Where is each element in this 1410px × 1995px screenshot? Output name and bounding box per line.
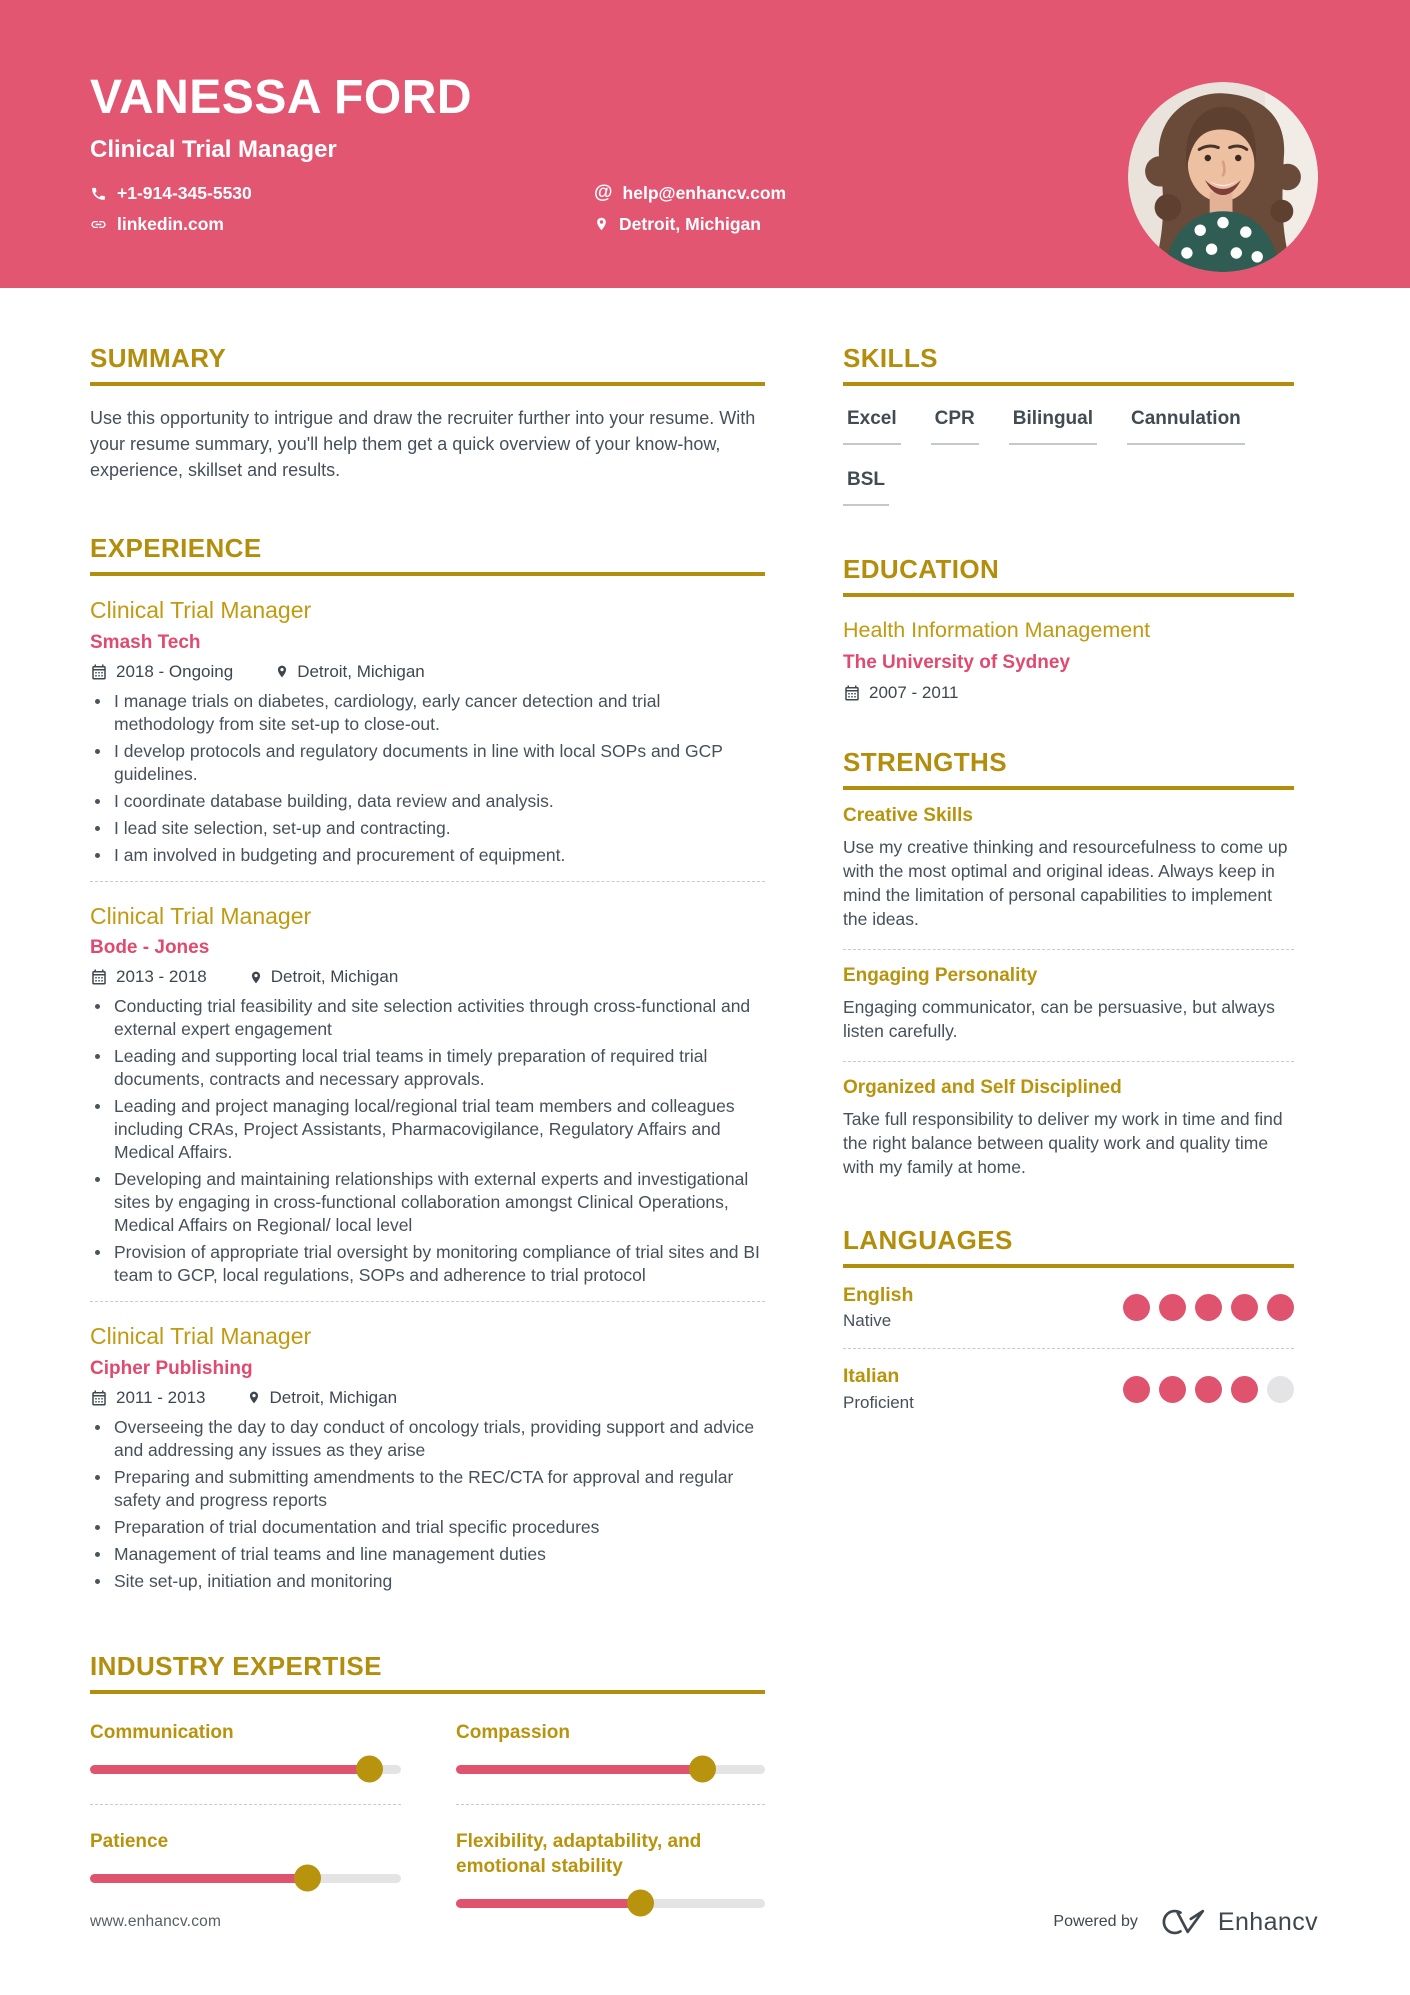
language-level: Native bbox=[843, 1311, 892, 1331]
experience-job-title: Clinical Trial Manager bbox=[90, 902, 312, 929]
skill-chip: BSL bbox=[843, 469, 889, 506]
at-icon: @ bbox=[594, 182, 613, 203]
languages-heading: LANGUAGES bbox=[843, 1227, 1294, 1268]
location-pin-icon bbox=[249, 969, 263, 986]
powered-by-group bbox=[1053, 1905, 1318, 1939]
experience-location: Detroit, Michigan bbox=[249, 967, 399, 987]
language-name: Italian bbox=[843, 1365, 900, 1388]
strength-item bbox=[843, 790, 1294, 950]
experience-date: 2018 - Ongoing bbox=[90, 662, 233, 682]
location: Detroit, Michigan bbox=[594, 213, 786, 235]
bullet-item: Site set-up, initiation and monitoring bbox=[90, 1570, 765, 1593]
bullet-item: I develop protocols and regulatory documents in line with local SOPs and GCP guidelines. bbox=[90, 740, 765, 786]
education-heading: EDUCATION bbox=[843, 556, 1294, 597]
left-column bbox=[90, 345, 765, 1908]
linkedin-link[interactable]: linkedin.com bbox=[90, 213, 594, 235]
proficiency-dot bbox=[1159, 1376, 1186, 1403]
summary-heading: SUMMARY bbox=[90, 345, 765, 386]
proficiency-dot bbox=[1267, 1294, 1294, 1321]
strengths-heading: STRENGTHS bbox=[843, 749, 1294, 790]
skill-chip: Cannulation bbox=[1127, 408, 1245, 445]
skills-heading: SKILLS bbox=[843, 345, 1294, 386]
experience-heading: EXPERIENCE bbox=[90, 535, 765, 576]
skills-list bbox=[843, 408, 1294, 530]
footer bbox=[90, 1896, 1318, 1948]
calendar-icon bbox=[843, 684, 861, 702]
expertise-item bbox=[456, 1805, 765, 1908]
phone-number: +1-914-345-5530 bbox=[90, 182, 594, 204]
experience-entry bbox=[90, 1302, 765, 1607]
skills-section bbox=[843, 345, 1294, 530]
bullet-item: Developing and maintaining relationships with external experts and investigational sites by engaging in cross-functional collaboration amongst Clinical Operations, Medical Affairs on Regional/ local level bbox=[90, 1168, 765, 1237]
experience-job-title: Clinical Trial Manager bbox=[90, 1323, 312, 1350]
strength-text: Engaging communicator, can be persuasive, but always listen carefully. bbox=[843, 997, 1275, 1041]
footer-site-link[interactable]: www.enhancv.com bbox=[90, 1913, 222, 1930]
summary-section bbox=[90, 345, 765, 483]
strength-text: Take full responsibility to deliver my work in time and find the right balance between quality work and quality time with my family at home. bbox=[843, 1109, 1283, 1177]
bullet-item: I coordinate database building, data review and analysis. bbox=[90, 790, 765, 813]
experience-company: Bode - Jones bbox=[90, 937, 210, 959]
skill-chip: Bilingual bbox=[1009, 408, 1097, 445]
proficiency-dot bbox=[1123, 1294, 1150, 1321]
expertise-item bbox=[90, 1805, 401, 1908]
resume-body bbox=[0, 288, 1410, 1908]
languages-section bbox=[843, 1227, 1294, 1430]
expertise-slider[interactable] bbox=[90, 1765, 401, 1774]
experience-entry bbox=[90, 576, 765, 882]
strength-title: Creative Skills bbox=[843, 805, 973, 826]
experience-company: Cipher Publishing bbox=[90, 1357, 253, 1379]
expertise-slider[interactable] bbox=[90, 1874, 401, 1883]
skill-chip: CPR bbox=[931, 408, 979, 445]
bullet-item: Preparation of trial documentation and trial specific procedures bbox=[90, 1516, 765, 1539]
bullet-item: I lead site selection, set-up and contracting. bbox=[90, 817, 765, 840]
language-proficiency-dots bbox=[1123, 1294, 1294, 1321]
right-column bbox=[843, 345, 1294, 1908]
enhancv-logo-text: Enhancv bbox=[1217, 1907, 1318, 1936]
bullet-item: Preparing and submitting amendments to the REC/CTA for approval and regular safety and progress reports bbox=[90, 1466, 765, 1512]
expertise-label: Communication bbox=[90, 1721, 234, 1743]
language-item bbox=[843, 1349, 1294, 1429]
location-pin-icon bbox=[247, 1389, 261, 1406]
header bbox=[0, 0, 1410, 288]
industry-expertise-heading: INDUSTRY EXPERTISE bbox=[90, 1653, 765, 1694]
calendar-icon bbox=[90, 968, 108, 986]
language-name: English bbox=[843, 1284, 914, 1306]
education-degree: Health Information Management bbox=[843, 618, 1151, 642]
experience-section bbox=[90, 535, 765, 1607]
expertise-item bbox=[90, 1720, 401, 1805]
experience-bullet-list bbox=[90, 1416, 765, 1593]
industry-expertise-section bbox=[90, 1650, 765, 1908]
education-date: 2007 - 2011 bbox=[843, 683, 958, 703]
education-section bbox=[843, 556, 1294, 703]
experience-entry bbox=[90, 882, 765, 1303]
experience-location: Detroit, Michigan bbox=[247, 1388, 397, 1408]
slider-knob[interactable] bbox=[689, 1756, 716, 1783]
location-pin-icon bbox=[594, 215, 609, 233]
phone-icon bbox=[90, 185, 107, 202]
bullet-item: I am involved in budgeting and procurement of equipment. bbox=[90, 844, 765, 867]
strength-item bbox=[843, 1062, 1294, 1197]
profile-photo bbox=[1128, 82, 1318, 272]
strength-title: Organized and Self Disciplined bbox=[843, 1077, 1122, 1098]
calendar-icon bbox=[90, 1389, 108, 1407]
bullet-item: I manage trials on diabetes, cardiology, early cancer detection and trial methodology from site set-up to close-out. bbox=[90, 690, 765, 736]
education-school: The University of Sydney bbox=[843, 652, 1071, 673]
slider-knob[interactable] bbox=[294, 1865, 321, 1892]
language-proficiency-dots bbox=[1123, 1376, 1294, 1403]
summary-text: Use this opportunity to intrigue and draw the recruiter further into your resume. With your resume summary, you'll help them get a quick overview of your know-how, experience, skillset and results. bbox=[90, 408, 756, 480]
enhancv-logo-mark bbox=[1156, 1905, 1208, 1939]
strength-title: Engaging Personality bbox=[843, 965, 1038, 986]
expertise-slider[interactable] bbox=[456, 1765, 765, 1774]
proficiency-dot bbox=[1159, 1294, 1186, 1321]
bullet-item: Management of trial teams and line management duties bbox=[90, 1543, 765, 1566]
experience-date: 2013 - 2018 bbox=[90, 967, 207, 987]
person-job-title: Clinical Trial Manager bbox=[90, 136, 337, 163]
strength-item bbox=[843, 950, 1294, 1062]
bullet-item: Leading and supporting local trial teams in timely preparation of required trial documents, contracts and necessary approvals. bbox=[90, 1045, 765, 1091]
bullet-item: Leading and project managing local/regional trial team members and colleagues including CRAs, Project Assistants, Pharmacovigilance, Regulatory Affairs and Medical Affairs. bbox=[90, 1095, 765, 1164]
link-icon bbox=[90, 216, 107, 233]
enhancv-logo[interactable] bbox=[1156, 1905, 1318, 1939]
proficiency-dot bbox=[1267, 1376, 1294, 1403]
profile-photo-illustration bbox=[1128, 82, 1318, 272]
experience-bullet-list bbox=[90, 690, 765, 867]
expertise-item bbox=[456, 1720, 765, 1805]
experience-job-title: Clinical Trial Manager bbox=[90, 597, 312, 623]
expertise-label: Patience bbox=[90, 1830, 169, 1852]
person-name: VANESSA FORD bbox=[90, 71, 473, 124]
proficiency-dot bbox=[1123, 1376, 1150, 1403]
strengths-section bbox=[843, 749, 1294, 1197]
proficiency-dot bbox=[1195, 1294, 1222, 1321]
location-pin-icon bbox=[275, 663, 289, 680]
bullet-item: Overseeing the day to day conduct of oncology trials, providing support and advice and addressing any issues as they arise bbox=[90, 1416, 765, 1462]
experience-bullet-list bbox=[90, 995, 765, 1287]
proficiency-dot bbox=[1231, 1376, 1258, 1403]
experience-date: 2011 - 2013 bbox=[90, 1388, 205, 1408]
experience-company: Smash Tech bbox=[90, 631, 201, 653]
bullet-item: Conducting trial feasibility and site selection activities through cross-functional and external expert engagement bbox=[90, 995, 765, 1041]
proficiency-dot bbox=[1231, 1294, 1258, 1321]
slider-knob[interactable] bbox=[356, 1756, 383, 1783]
skill-chip: Excel bbox=[843, 408, 901, 445]
language-level: Proficient bbox=[843, 1392, 914, 1412]
email-address[interactable]: @ help@enhancv.com bbox=[594, 182, 787, 203]
calendar-icon bbox=[90, 663, 108, 681]
experience-location: Detroit, Michigan bbox=[275, 662, 425, 682]
bullet-item: Provision of appropriate trial oversight by monitoring compliance of trial sites and BI team to GCP, local regulations, SOPs and adherence to trial protocol bbox=[90, 1241, 765, 1287]
strength-text: Use my creative thinking and resourcefulness to come up with the most optimal and original ideas. Always keep in mind the limitation of personal capabilities to implement the ideas. bbox=[843, 837, 1288, 929]
language-item bbox=[843, 1268, 1294, 1349]
expertise-label: Compassion bbox=[456, 1721, 571, 1743]
expertise-label: Flexibility, adaptability, and emotional stability bbox=[456, 1830, 702, 1877]
powered-by-label: Powered by bbox=[1053, 1913, 1138, 1930]
proficiency-dot bbox=[1195, 1376, 1222, 1403]
